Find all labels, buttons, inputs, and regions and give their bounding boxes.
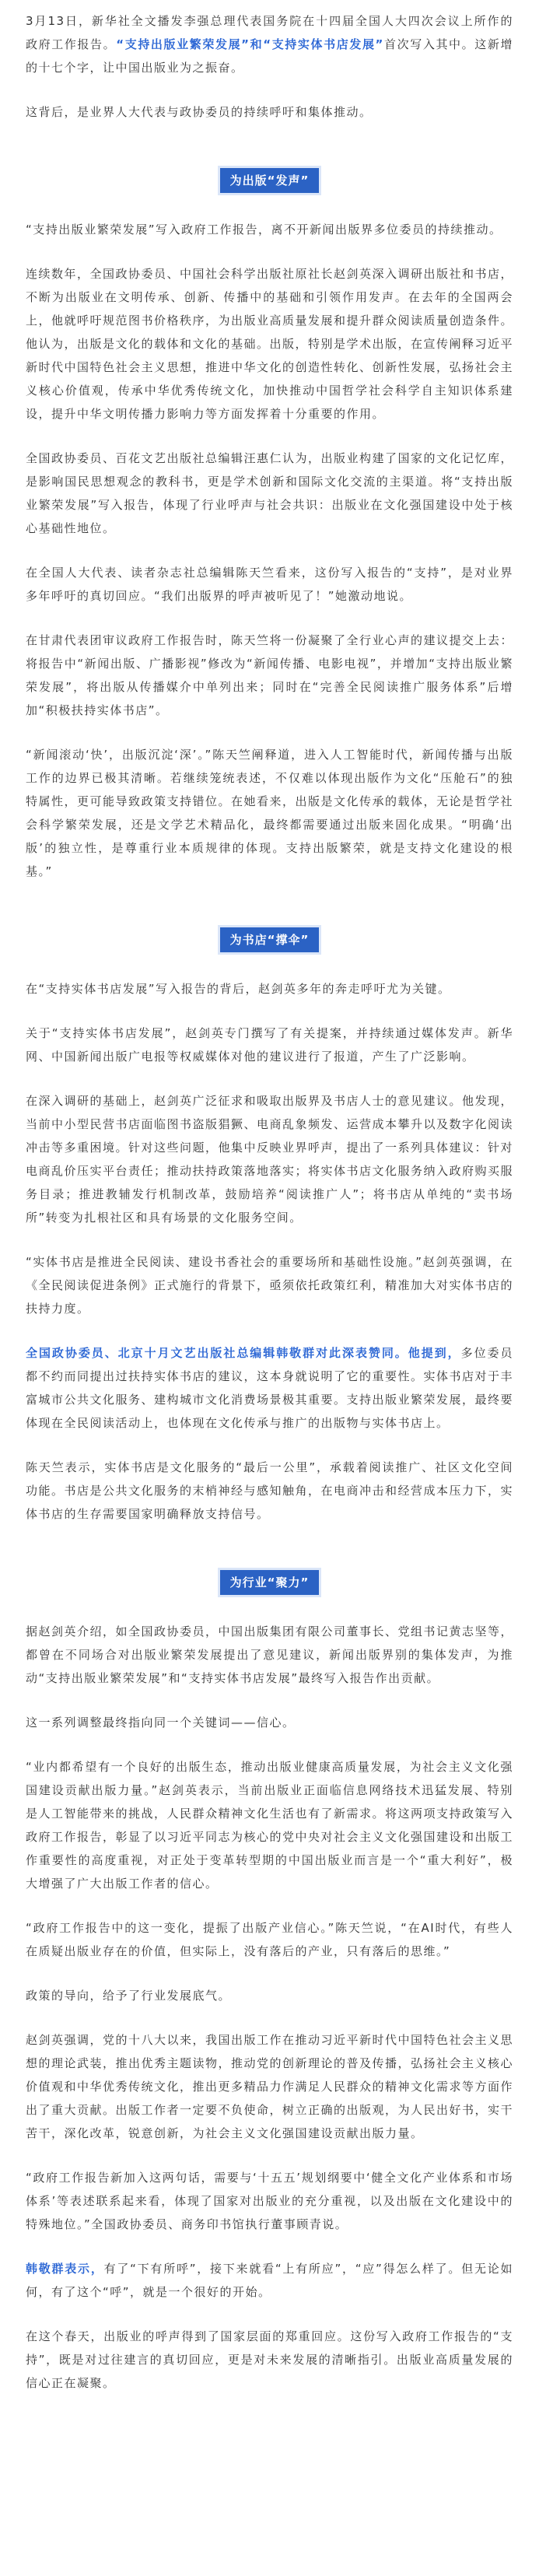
article-paragraph: “业内都希望有一个良好的出版生态，推动出版业健康高质量发展，为社会主义文化强国建设贡献出版力量。”赵剑英表示，当前出版业正面临信息网络技术迅猛发展、特别是人工智能带来的挑战，人民群众精神文化生活也有了新需求。将这两项支持政策写入政府工作报告，彰显了以习近平同志为核心的党中央对社会主义文化强国建设和出版工作重要性的高度重视，对正处于变革转型期的中国出版业而言是一个“重大利好”，极大增强了广大出版工作者的信心。 <box>26 1760 514 1891</box>
section-publishing <box>26 145 513 883</box>
highlighted-policy-phrases: “支持出版业繁荣发展”和“支持实体书店发展” <box>116 37 384 51</box>
section-heading <box>26 1547 513 1620</box>
highlighted-speaker: 全国政协委员、北京十月文艺出版社总编辑韩敬群对此深表赞同。他提到， <box>26 1346 461 1360</box>
intro-text-after: 首次写入其中。这新增的十七个字，让中国出版业为之振奋。 <box>26 37 513 75</box>
article-paragraph: 关于“支持实体书店发展”，赵剑英专门撰写了有关提案，并持续通过媒体发声。新华网、中国新闻出版广电报等权威媒体对他的建议进行了报道，产生了广泛影响。 <box>26 1026 513 1064</box>
article-paragraph-with-highlight <box>26 1341 513 1435</box>
article-paragraph-with-highlight <box>26 2257 513 2304</box>
article-paragraph: 据赵剑英介绍，如全国政协委员，中国出版集团有限公司董事长、党组书记黄志坚等，都曾在不同场合对出版业繁荣发展提出了意见建议，新闻出版界别的集体发声，为推动“支持出版业繁荣发展”和“支持实体书店发展”最终写入报告作出贡献。 <box>26 1624 514 1685</box>
article-paragraph: “支持出版业繁荣发展”写入政府工作报告，离不开新闻出版界多位委员的持续推动。 <box>26 223 502 237</box>
article-paragraph: 全国政协委员、百花文艺出版社总编辑汪惠仁认为，出版业构建了国家的文化记忆库，是影响国民思想观念的教科书，更是学术创新和国际文化交流的主渠道。将“支持出版业繁荣发展”写入报告，体现了行业呼声与社会共识：出版业在文化强国建设中处于核心基础性地位。 <box>26 451 514 535</box>
intro-paragraph <box>26 9 513 79</box>
article-paragraph: 政策的导向，给予了行业发展底气。 <box>26 1989 232 2003</box>
paragraph-text: 有了“下有所呼”，接下来就看“上有所应”，“应”得怎么样了。但无论如何，有了这个“呼”，就是一个很好的开始。 <box>26 2262 513 2299</box>
article-paragraph: 赵剑英强调，党的十八大以来，我国出版工作在推动习近平新时代中国特色社会主义思想的理论武装，推出优秀主题读物，推动党的创新理论的普及传播，弘扬社会主义核心价值观和中华优秀传统文化，推出更多精品力作满足人民群众的精神文化需求等方面作出了重大贡献。出版工作者一定要不负使命，树立正确的出版观，为人民出好书，实干苦干，深化改革，锐意创新，为社会主义文化强国建设贡献出版力量。 <box>26 2033 514 2140</box>
intro-text-before: 3月13日，新华社全文播发李强总理代表国务院在十四届全国人大四次会议上所作的政府工作报告。 <box>26 14 513 51</box>
paragraph-text: 多位委员都不约而同提出过扶持实体书店的建议，这本身就说明了它的重要性。实体书店对于丰富城市公共文化服务、建构城市文化消费场景极其重要。支持出版业繁荣发展，最终要体现在全民阅读活动上，也体现在文化传承与推广的出版物与实体书店上。 <box>26 1346 514 1430</box>
article-paragraph: 在全国人大代表、读者杂志社总编辑陈天竺看来，这份写入报告的“支持”，是对业界多年呼吁的真切回应。“我们出版界的呼声被听见了！”她激动地说。 <box>26 566 513 603</box>
section-heading-badge: 为行业“聚力” <box>220 1570 320 1595</box>
section-heading-badge: 为书店“撑伞” <box>220 927 320 952</box>
highlighted-speaker: 韩敬群表示， <box>26 2262 104 2276</box>
article-paragraph: 陈天竺表示，实体书店是文化服务的“最后一公里”，承载着阅读推广、社区文化空间功能。书店是公共文化服务的末梢神经与感知触角，在电商冲击和经营成本压力下，实体书店的生存需要国家明确释放支持信号。 <box>26 1460 514 1521</box>
intro-followup-paragraph: 这背后，是业界人大代表与政协委员的持续呼吁和集体推动。 <box>26 105 373 119</box>
article-paragraph: 在深入调研的基础上，赵剑英广泛征求和吸取出版界及书店人士的意见建议。他发现，当前中小型民营书店面临图书盗版猖獗、电商乱象频发、运营成本攀升以及数字化阅读冲击等多重困境。针对这些问题，他集中反映业界呼声，提出了一系列具体建议：针对电商乱价压实平台责任；推动扶持政策落地落实；将实体书店文化服务纳入政府购买服务目录；推进教辅发行机制改革，鼓励培养“阅读推广人”；将书店从单纯的“卖书场所”转变为扎根社区和具有场景的文化服务空间。 <box>26 1094 514 1225</box>
article-paragraph: 在甘肃代表团审议政府工作报告时，陈天竺将一份凝聚了全行业心声的建议提交上去：将报告中“新闻出版、广播影视”修改为“新闻传播、电影电视”，并增加“支持出版业繁荣发展”，将出版从传播媒介中单列出来；同时在“完善全民阅读推广服务体系”后增加“积极扶持实体书店”。 <box>26 633 514 717</box>
section-heading-badge: 为出版“发声” <box>220 168 320 193</box>
article-paragraph: “政府工作报告中的这一变化，提振了出版产业信心。”陈天竺说，“在AI时代，有些人在质疑出版业存在的价值，但实际上，没有落后的产业，只有落后的思维。” <box>26 1921 513 1958</box>
section-heading <box>26 904 513 977</box>
article-paragraph: 连续数年，全国政协委员、中国社会科学出版社原社长赵剑英深入调研出版社和书店，不断为出版业在文明传承、创新、传播中的基础和引领作用发声。在去年的全国两会上，他就呼吁规范图书价格秩序，为出版业高质量发展和提升群众阅读质量创造条件。他认为，出版是文化的载体和文化的基础。出版，特别是学术出版，在宣传阐释习近平新时代中国特色社会主义思想，推进中华文化的创造性转化、创新性发展，弘扬社会主义核心价值观，传承中华优秀传统文化，加快推动中国哲学社会科学自主知识体系建设，提升中华文明传播力影响力等方面发挥着十分重要的作用。 <box>26 267 514 421</box>
article-paragraph: “政府工作报告新加入这两句话，需要与‘十五五’规划纲要中‘健全文化产业体系和市场体系’等表述联系起来看，体现了国家对出版业的充分重视，以及出版在文化建设中的特殊地位。”全国政协委员、商务印书馆执行董事顾青说。 <box>26 2171 513 2231</box>
closing-paragraph: 在这个春天，出版业的呼声得到了国家层面的郑重回应。这份写入政府工作报告的“支持”，既是对过往建言的真切回应，更是对未来发展的清晰指引。出版业高质量发展的信心正在凝聚。 <box>26 2329 513 2390</box>
article-paragraph: 这一系列调整最终指向同一个关键词——信心。 <box>26 1716 296 1730</box>
section-bookstores <box>26 904 513 1526</box>
section-industry <box>26 1547 513 2395</box>
article-paragraph: “新闻滚动‘快’，出版沉淀‘深’。”陈天竺阐释道，进入人工智能时代，新闻传播与出版工作的边界已极其清晰。若继续笼统表述，不仅难以体现出版作为文化“压舱石”的独特属性，更可能导致政策支持错位。在她看来，出版是文化传承的载体，无论是哲学社会科学繁荣发展，还是文学艺术精品化，最终都需要通过出版来固化成果。“明确‘出版’的独立性，是尊重行业本质规律的体现。支持出版繁荣，就是支持文化建设的根基。” <box>26 748 514 878</box>
article-paragraph: “实体书店是推进全民阅读、建设书香社会的重要场所和基础性设施。”赵剑英强调，在《全民阅读促进条例》正式施行的背景下，亟须依托政策红利，精准加大对实体书店的扶持力度。 <box>26 1255 514 1316</box>
article-paragraph: 在“支持实体书店发展”写入报告的背后，赵剑英多年的奔走呼吁尤为关键。 <box>26 982 451 996</box>
section-heading <box>26 145 513 218</box>
